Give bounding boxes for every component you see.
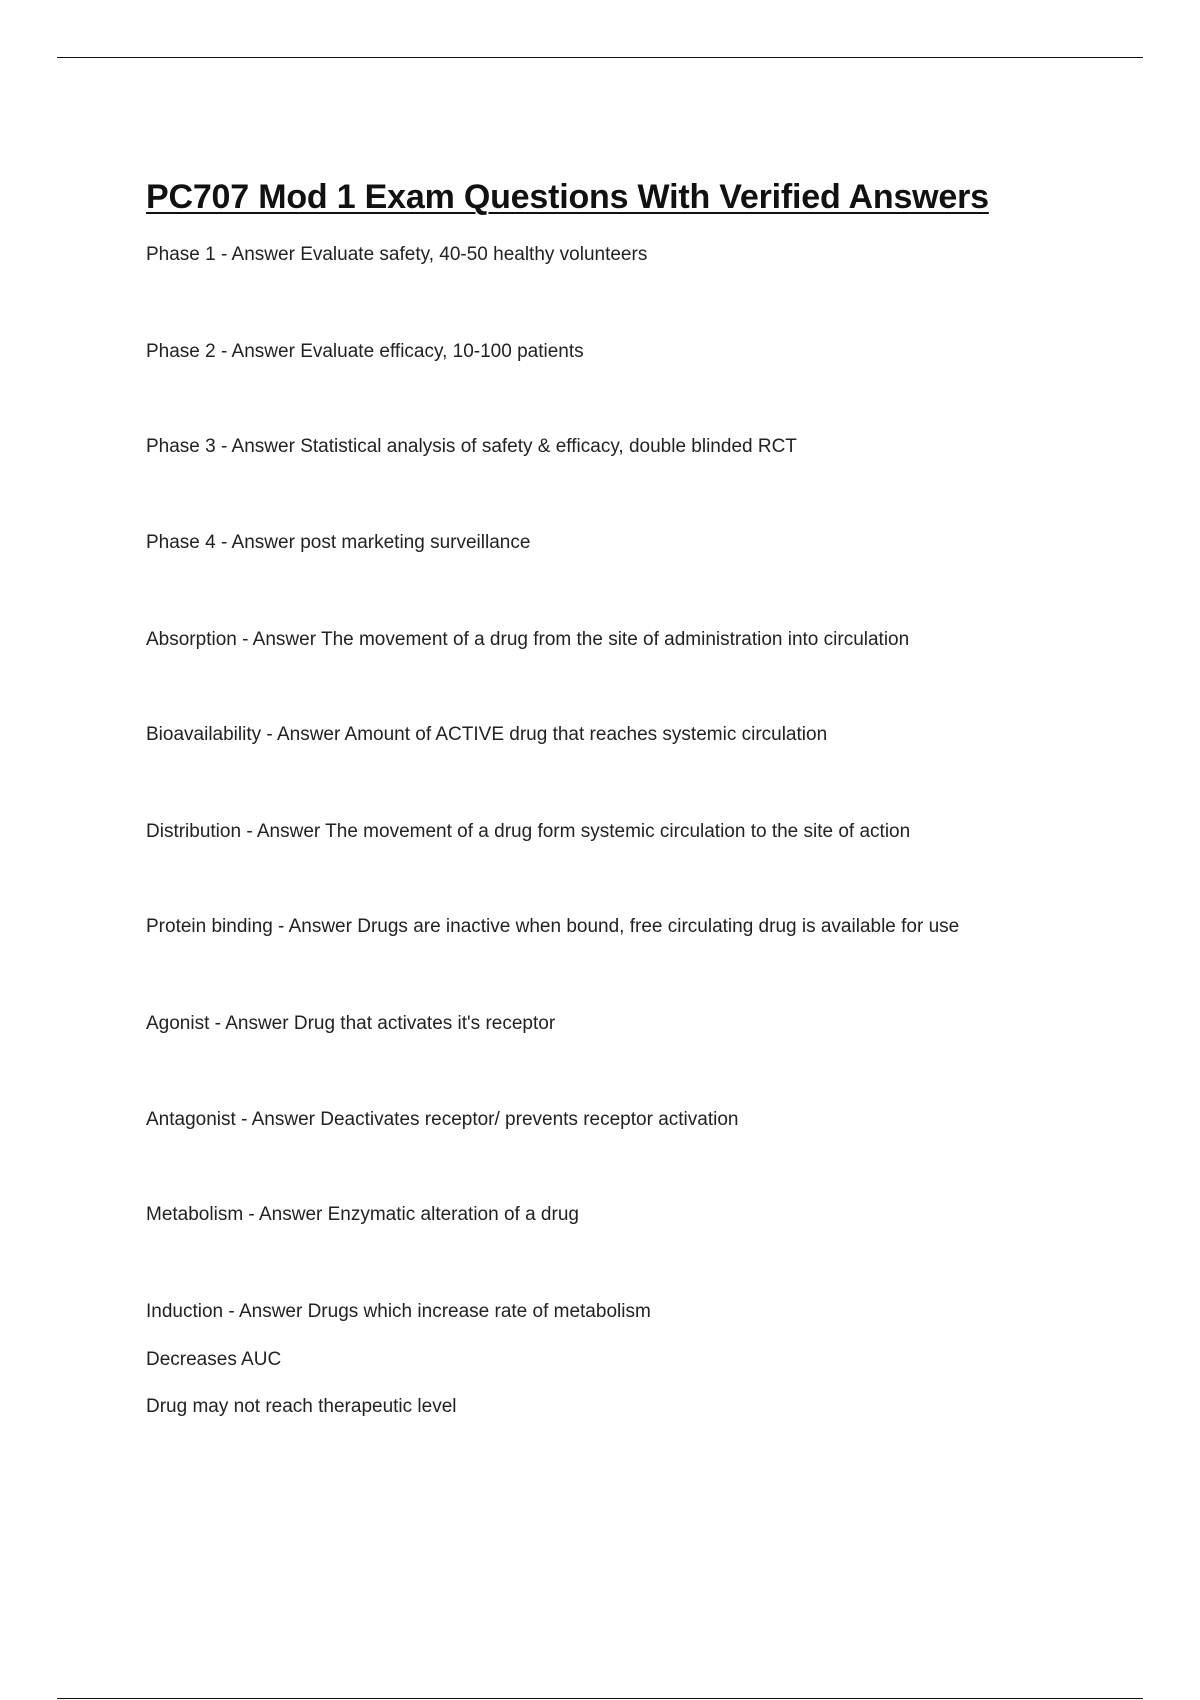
entry-bioavailability: Bioavailability - Answer Amount of ACTIVE drug that reaches systemic circulation: [146, 724, 828, 745]
entry-induction: Induction - Answer Drugs which increase rate of metabolism: [146, 1301, 651, 1322]
entry-phase-1: Phase 1 - Answer Evaluate safety, 40-50 healthy volunteers: [146, 244, 648, 265]
entry-absorption: Absorption - Answer The movement of a drug from the site of administration into circulation: [146, 629, 910, 650]
entry-induction-detail-2: Drug may not reach therapeutic level: [146, 1396, 457, 1417]
entry-phase-3: Phase 3 - Answer Statistical analysis of safety & efficacy, double blinded RCT: [146, 436, 797, 457]
entry-phase-4: Phase 4 - Answer post marketing surveillance: [146, 532, 531, 553]
footer-rule: [57, 1698, 1143, 1699]
entry-antagonist: Antagonist - Answer Deactivates receptor/ prevents receptor activation: [146, 1109, 739, 1130]
header-rule: [57, 57, 1143, 58]
entry-protein-binding: Protein binding - Answer Drugs are inactive when bound, free circulating drug is available for use: [146, 916, 960, 937]
entry-distribution: Distribution - Answer The movement of a drug form systemic circulation to the site of action: [146, 821, 911, 842]
entry-metabolism: Metabolism - Answer Enzymatic alteration of a drug: [146, 1204, 579, 1225]
entry-induction-detail-1: Decreases AUC: [146, 1349, 282, 1370]
entry-agonist: Agonist - Answer Drug that activates it's receptor: [146, 1013, 556, 1034]
page-title: PC707 Mod 1 Exam Questions With Verified Answers: [146, 178, 989, 216]
entry-phase-2: Phase 2 - Answer Evaluate efficacy, 10-100 patients: [146, 341, 584, 362]
